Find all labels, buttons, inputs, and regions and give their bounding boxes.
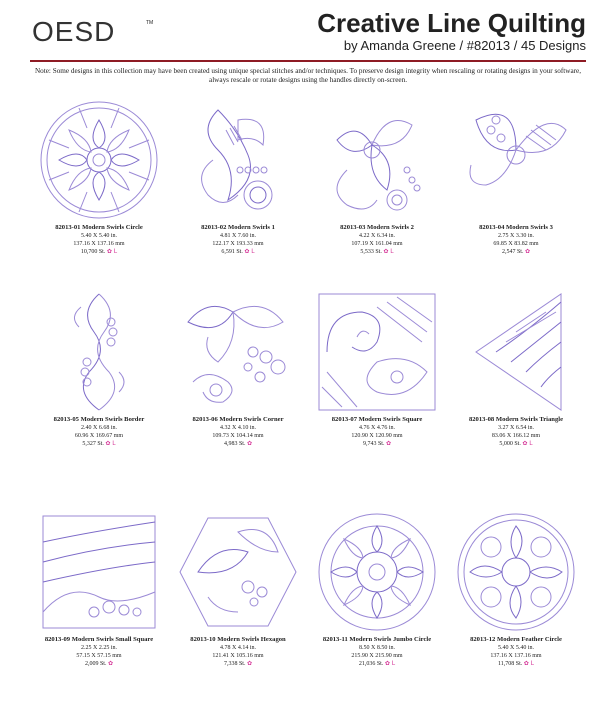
design-name: 82013-06 Modern Swirls Corner — [192, 416, 284, 423]
design-size-inches: 5.40 X 5.40 in. — [498, 645, 534, 651]
design-tile-08[interactable] — [447, 292, 585, 482]
design-tile-02[interactable] — [169, 100, 307, 290]
page-title: Creative Line Quilting — [317, 8, 586, 38]
design-size-inches: 2.40 X 6.68 in. — [81, 425, 117, 431]
design-stitch-count: 21,036 St. — [358, 661, 384, 667]
design-size-mm: 69.85 X 83.82 mm — [493, 241, 539, 247]
design-stitch-count: 5,000 St. — [499, 441, 521, 447]
design-symbols: ✿ L — [523, 660, 535, 667]
design-image-modern-swirls-corner — [178, 292, 298, 412]
design-tile-04[interactable] — [447, 100, 585, 290]
design-stitch-count: 5,327 St. — [82, 441, 104, 447]
design-stitch-count: 2,547 St. — [501, 249, 524, 255]
design-tile-10[interactable] — [169, 512, 307, 702]
design-symbols: ✿ — [246, 440, 253, 447]
logo — [32, 12, 152, 54]
design-symbols: ✿ L — [383, 248, 394, 255]
design-tile-11[interactable] — [308, 512, 446, 702]
collection-note: Note: Some designs in this collection may have been created using unique special stitches and/or techniques. To preserve design integrity when rescaling or rotating designs in your software, always rescale or rotate designs using the handles directly on-screen. — [34, 67, 582, 84]
design-symbols: ✿ L — [105, 440, 116, 447]
design-size-inches: 4.81 X 7.60 in. — [220, 233, 256, 239]
design-name: 82013-07 Modern Swirls Square — [331, 416, 423, 423]
design-stitch-count: 2,009 St. — [84, 661, 107, 667]
design-symbols: ✿ — [246, 660, 253, 667]
design-stitch-count: 11,708 St. — [497, 661, 523, 667]
design-image-modern-swirls-square — [317, 292, 437, 412]
design-image-modern-swirls-2 — [317, 100, 437, 220]
design-caption — [30, 224, 168, 256]
design-size-mm: 137.16 X 137.16 mm — [490, 653, 542, 659]
design-caption — [308, 224, 446, 256]
design-name: 82013-03 Modern Swirls 2 — [340, 224, 414, 231]
design-caption — [169, 416, 307, 448]
design-tile-03[interactable] — [308, 100, 446, 290]
design-symbols: ✿ L — [106, 248, 118, 255]
design-size-inches: 4.76 X 4.76 in. — [359, 425, 395, 431]
design-tile-12[interactable] — [447, 512, 585, 702]
header-divider — [30, 60, 586, 62]
design-caption — [447, 224, 585, 256]
design-image-modern-swirls-border — [39, 292, 159, 412]
design-name: 82013-09 Modern Swirls Small Square — [44, 636, 154, 643]
design-symbols: ✿ L — [244, 248, 255, 255]
design-size-mm: 120.90 X 120.90 mm — [351, 433, 403, 439]
design-stitch-count: 5,533 St. — [360, 249, 382, 255]
design-name: 82013-04 Modern Swirls 3 — [479, 224, 553, 231]
design-image-modern-swirls-triangle — [456, 292, 576, 412]
design-image-modern-feather-circle — [456, 512, 576, 632]
design-caption — [169, 636, 307, 668]
design-size-inches: 4.22 X 6.34 in. — [359, 233, 395, 239]
design-caption — [169, 224, 307, 256]
design-name: 82013-12 Modern Feather Circle — [470, 636, 562, 643]
design-size-inches: 4.32 X 4.10 in. — [220, 425, 256, 431]
design-stitch-count: 6,591 St. — [221, 249, 243, 255]
design-tile-05[interactable] — [30, 292, 168, 482]
design-stitch-count: 10,700 St. — [80, 249, 106, 255]
design-stitch-count: 7,338 St. — [223, 661, 246, 667]
design-caption — [30, 416, 168, 448]
design-name: 82013-10 Modern Swirls Hexagon — [190, 636, 286, 643]
design-caption — [308, 636, 446, 668]
design-size-mm: 215.90 X 215.90 mm — [351, 653, 403, 659]
design-size-inches: 4.78 X 4.14 in. — [220, 645, 256, 651]
design-tile-09[interactable] — [30, 512, 168, 702]
design-name: 82013-11 Modern Swirls Jumbo Circle — [322, 636, 432, 643]
design-size-mm: 60.96 X 169.67 mm — [74, 433, 124, 439]
design-symbols: ✿ L — [384, 660, 396, 667]
page-subtitle: by Amanda Greene / #82013 / 45 Designs — [343, 38, 586, 53]
design-symbols: ✿ — [107, 660, 114, 667]
design-symbols: ✿ — [385, 440, 392, 447]
design-size-inches: 5.40 X 5.40 in. — [81, 233, 117, 239]
design-size-mm: 109.73 X 104.14 mm — [212, 433, 264, 439]
design-caption — [30, 636, 168, 668]
design-name: 82013-01 Modern Swirls Circle — [55, 224, 143, 231]
design-size-mm: 107.19 X 161.04 mm — [351, 241, 403, 247]
design-symbols: ✿ L — [522, 440, 533, 447]
design-name: 82013-08 Modern Swirls Triangle — [468, 416, 564, 423]
design-tile-01[interactable] — [30, 100, 168, 290]
design-stitch-count: 9,743 St. — [362, 441, 385, 447]
design-image-modern-swirls-small-square — [39, 512, 159, 632]
design-size-mm: 121.41 X 105.16 mm — [212, 653, 264, 659]
logo-trademark: TM — [146, 20, 154, 26]
design-symbols: ✿ — [524, 248, 531, 255]
design-image-modern-swirls-hexagon — [178, 512, 298, 632]
design-size-mm: 83.06 X 166.12 mm — [491, 433, 541, 439]
design-size-mm: 137.16 X 137.16 mm — [73, 241, 125, 247]
design-image-modern-swirls-1 — [178, 100, 298, 220]
design-size-inches: 3.27 X 6.54 in. — [498, 425, 534, 431]
design-tile-06[interactable] — [169, 292, 307, 482]
logo-text: OESD — [32, 16, 116, 47]
design-size-inches: 2.25 X 2.25 in. — [81, 645, 117, 651]
design-image-modern-swirls-jumbo-circle — [317, 512, 437, 632]
design-caption — [308, 416, 446, 448]
design-image-modern-swirls-circle — [39, 100, 159, 220]
design-size-mm: 57.15 X 57.15 mm — [76, 653, 122, 659]
design-size-inches: 2.75 X 3.30 in. — [498, 233, 534, 239]
design-name: 82013-05 Modern Swirls Border — [53, 416, 145, 423]
design-size-inches: 8.50 X 8.50 in. — [359, 645, 395, 651]
design-name: 82013-02 Modern Swirls 1 — [201, 224, 275, 231]
design-image-modern-swirls-3 — [456, 100, 576, 220]
design-size-mm: 122.17 X 193.33 mm — [212, 241, 264, 247]
design-caption — [447, 416, 585, 448]
design-tile-07[interactable] — [308, 292, 446, 482]
design-stitch-count: 4,983 St. — [223, 441, 246, 447]
design-caption — [447, 636, 585, 668]
